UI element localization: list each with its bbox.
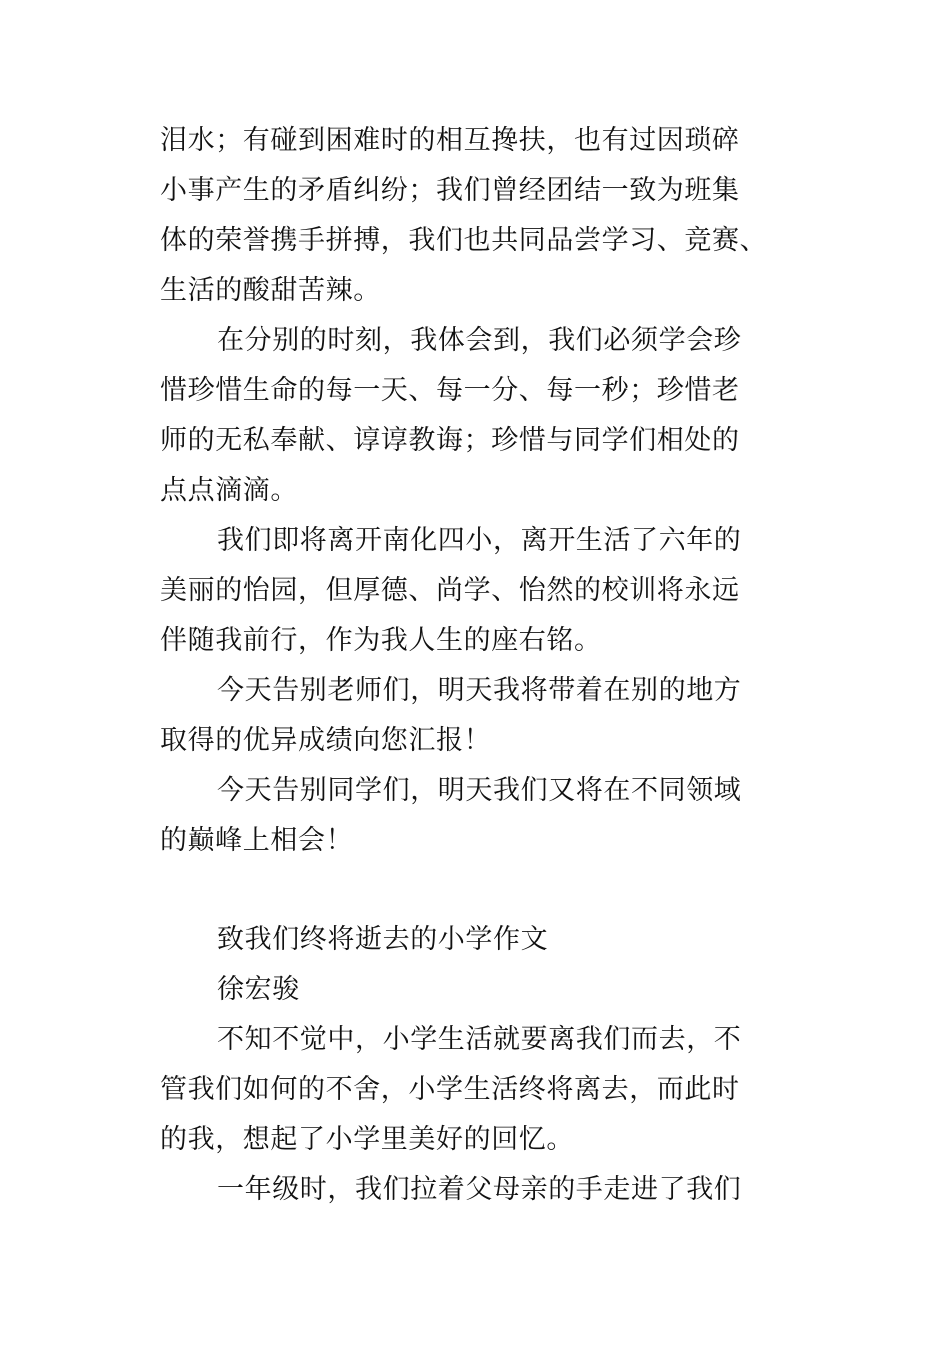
paragraph-first-line: 在分别的时刻，我体会到，我们必须学会珍 bbox=[217, 325, 742, 356]
paragraph-first-line: 今天告别同学们，明天我们又将在不同领域 bbox=[217, 775, 742, 806]
text-line: 的我，想起了小学里美好的回忆。 bbox=[160, 1124, 574, 1155]
text-line: 泪水；有碰到困难时的相互搀扶，也有过因琐碎 bbox=[160, 125, 740, 156]
text-line: 体的荣誉携手拼搏，我们也共同品尝学习、竞赛、 bbox=[160, 225, 768, 256]
paragraph-first-line: 今天告别老师们，明天我将带着在别的地方 bbox=[217, 675, 742, 706]
paragraph-first-line: 我们即将离开南化四小，离开生活了六年的 bbox=[217, 525, 742, 556]
essay-title: 致我们终将逝去的小学作文 bbox=[217, 924, 549, 955]
paragraph-first-line: 一年级时，我们拉着父母亲的手走进了我们 bbox=[217, 1174, 742, 1205]
text-line: 管我们如何的不舍，小学生活终将离去，而此时 bbox=[160, 1074, 740, 1105]
text-line: 惜珍惜生命的每一天、每一分、每一秒；珍惜老 bbox=[160, 375, 740, 406]
paragraph-first-line: 不知不觉中，小学生活就要离我们而去，不 bbox=[217, 1024, 742, 1055]
text-line: 取得的优异成绩向您汇报！ bbox=[160, 725, 492, 756]
essay-author: 徐宏骏 bbox=[217, 974, 300, 1005]
text-line: 生活的酸甜苦辣。 bbox=[160, 275, 381, 306]
text-line: 美丽的怡园，但厚德、尚学、怡然的校训将永远 bbox=[160, 575, 740, 606]
text-line: 师的无私奉献、谆谆教诲；珍惜与同学们相处的 bbox=[160, 425, 740, 456]
text-line: 的巅峰上相会！ bbox=[160, 825, 354, 856]
text-line: 点点滴滴。 bbox=[160, 475, 298, 506]
text-line: 小事产生的矛盾纠纷；我们曾经团结一致为班集 bbox=[160, 175, 740, 206]
text-line: 伴随我前行，作为我人生的座右铭。 bbox=[160, 625, 602, 656]
